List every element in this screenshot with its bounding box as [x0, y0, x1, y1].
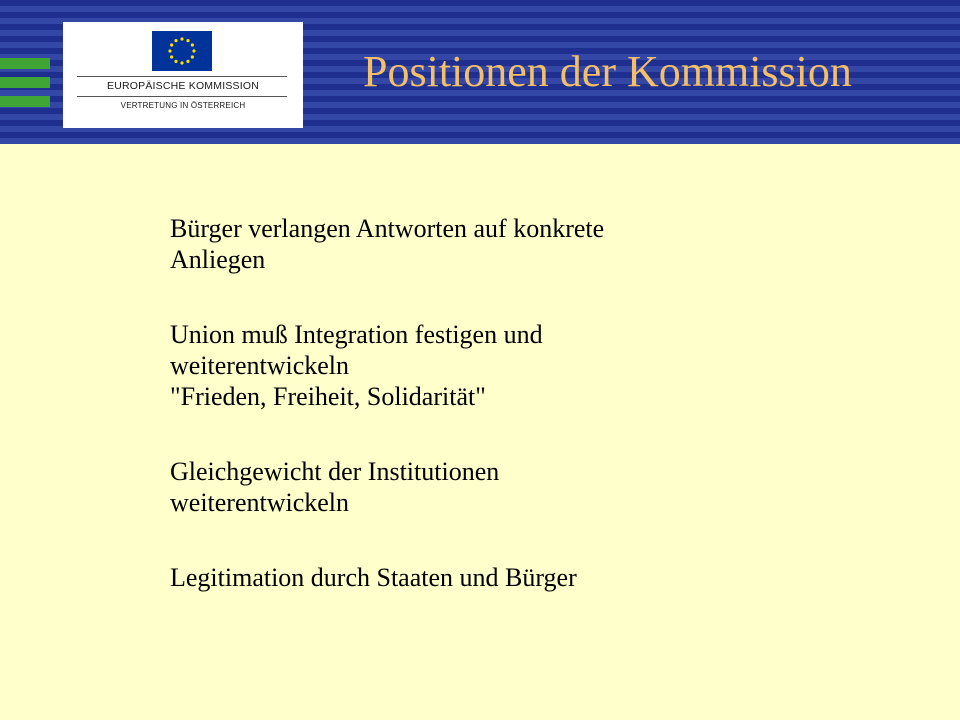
content-line: weiterentwickeln [170, 488, 350, 517]
eu-star-icon [180, 61, 183, 64]
eu-star-icon [186, 60, 189, 63]
eu-star-icon [168, 49, 171, 52]
logo-divider [77, 76, 287, 77]
green-bar [0, 58, 50, 69]
logo-organization: EUROPÄISCHE KOMMISSION [106, 80, 259, 92]
eu-star-icon [186, 39, 189, 42]
slide-title: Positionen der Kommission [363, 47, 852, 96]
content-line: weiterentwickeln [170, 351, 350, 380]
commission-logo [63, 22, 303, 128]
logo-subtitle: VERTRETUNG IN ÖSTERREICH [120, 101, 246, 110]
content-point [170, 319, 730, 412]
eu-star-icon [191, 43, 194, 46]
green-bar [0, 77, 50, 88]
content-point [170, 213, 730, 275]
eu-star-icon [170, 43, 173, 46]
content-point [170, 562, 730, 593]
green-bars-icon [0, 58, 50, 115]
header-banner [0, 0, 960, 144]
content-line: Gleichgewicht der Institutionen [170, 457, 500, 486]
eu-star-icon [191, 55, 194, 58]
eu-star-icon [174, 60, 177, 63]
eu-star-icon [192, 49, 195, 52]
eu-star-icon [180, 37, 183, 40]
content-line: Legitimation durch Staaten und Bürger [170, 563, 577, 592]
logo-divider [77, 96, 287, 97]
eu-star-icon [174, 39, 177, 42]
eu-flag-icon [152, 31, 212, 71]
slide-body [170, 213, 730, 637]
content-line: Anliegen [170, 245, 266, 274]
eu-star-icon [170, 55, 173, 58]
green-bar [0, 96, 50, 107]
content-point [170, 456, 730, 518]
content-line: Bürger verlangen Antworten auf konkrete [170, 214, 605, 243]
content-line: Union muß Integration festigen und [170, 320, 543, 349]
eu-stars [152, 31, 212, 71]
content-line: "Frieden, Freiheit, Solidarität" [170, 382, 486, 411]
